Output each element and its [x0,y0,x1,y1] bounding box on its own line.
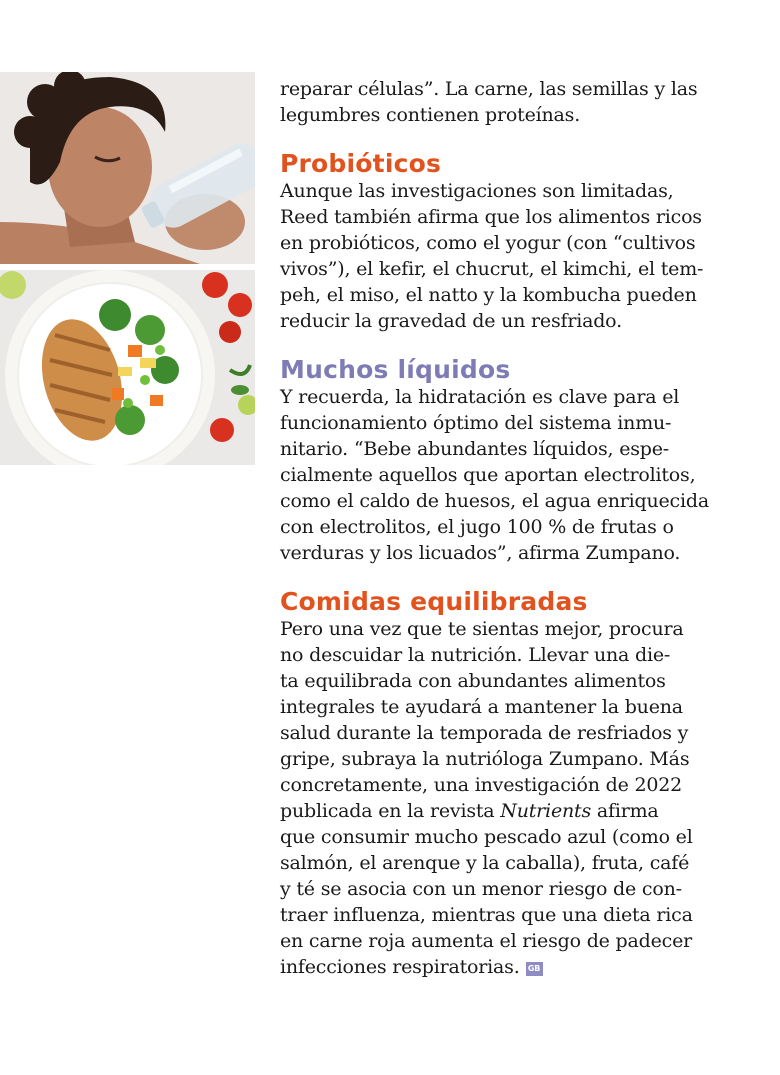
text-line: con electrolitos, el jugo 100 % de frutas o [280,516,674,538]
text-line: peh, el miso, el natto y la kombucha pueden [280,284,697,306]
last-line-text: infecciones respiratorias. [280,956,520,978]
journal-line [280,798,730,824]
text-line: Reed también afirma que los alimentos ricos [280,206,702,228]
photo-man-drinking-water [0,72,255,264]
text-line: verduras y los licuados”, afirma Zumpano. [280,542,681,564]
journal-name: Nutrients [500,800,592,822]
text-line: y té se asocia con un menor riesgo de con- [280,878,682,900]
text-line: como el caldo de huesos, el agua enriquecida [280,490,709,512]
text-line: Aunque las investigaciones son limitadas, [280,180,674,202]
article-column [280,76,730,980]
journal-prefix: publicada en la revista [280,800,495,822]
text-line: ta equilibrada con abundantes alimentos [280,670,666,692]
text-line: concretamente, una investigación de 2022 [280,774,683,796]
text-line: integrales te ayudará a mantener la buena [280,696,683,718]
text-line: Y recuerda, la hidratación es clave para el [280,386,680,408]
heading-muchos-liquidos: Muchos líquidos [280,355,511,384]
liquidos-paragraph [280,384,730,566]
text-line: nitario. “Bebe abundantes líquidos, espe- [280,438,670,460]
text-line: reducir la gravedad de un resfriado. [280,310,622,332]
last-line [280,954,730,980]
intro-paragraph [280,76,730,128]
text-line: salmón, el arenque y la caballa), fruta, café [280,852,690,874]
photo-chicken-vegetables-plate [0,270,255,465]
heading-probioticos: Probióticos [280,149,442,178]
text-line: cialmente aquellos que aportan electrolitos, [280,464,696,486]
text-line: salud durante la temporada de resfriados y [280,722,689,744]
end-of-article-mark: GB [526,962,543,976]
journal-suffix: afirma [596,800,659,822]
text-line: en carne roja aumenta el riesgo de padecer [280,930,693,952]
text-line: vivos”), el kefir, el chucrut, el kimchi, el tem- [280,258,704,280]
comidas-paragraph [280,616,730,980]
text-line: reparar células”. La carne, las semillas y las [280,78,698,100]
text-line: en probióticos, como el yogur (con “cultivos [280,232,696,254]
text-line: traer influenza, mientras que una dieta rica [280,904,693,926]
heading-comidas-equilibradas: Comidas equilibradas [280,587,588,616]
text-line: legumbres contienen proteínas. [280,104,581,126]
probioticos-paragraph [280,178,730,334]
text-line: gripe, subraya la nutrióloga Zumpano. Más [280,748,690,770]
text-line: Pero una vez que te sientas mejor, procura [280,618,684,640]
text-line: no descuidar la nutrición. Llevar una die- [280,644,671,666]
text-line: funcionamiento óptimo del sistema inmu- [280,412,672,434]
text-line: que consumir mucho pescado azul (como el [280,826,693,848]
